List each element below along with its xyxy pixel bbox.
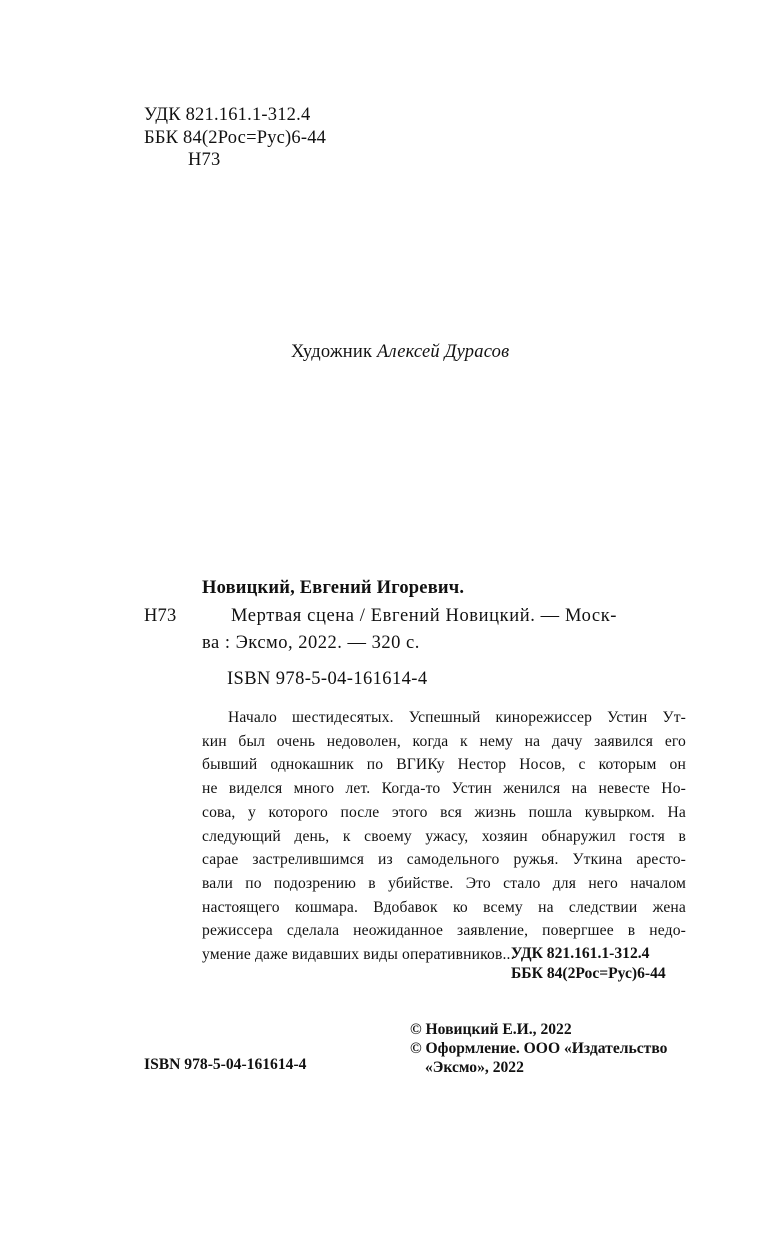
copyright-design: © Оформление. ООО «Издательство — [410, 1040, 668, 1057]
catalog-title-line-1: Мертвая сцена / Евгений Новицкий. — Моск- — [231, 606, 618, 626]
catalog-author: Новицкий, Евгений Игоревич. — [202, 578, 465, 598]
annotation-paragraph — [202, 706, 686, 967]
annotation-line: режиссера сделала неожиданное заявление, повергшее в недо- — [202, 922, 686, 940]
artist-name: Алексей Дурасов — [377, 342, 510, 362]
annotation-line: сова, у которого после этого вся жизнь пошла кувырком. На — [202, 803, 686, 821]
annotation-line: умение даже видавших виды оперативников... — [202, 946, 515, 964]
footer-udk-code: УДК 821.161.1-312.4 — [511, 945, 650, 962]
header-classification-codes — [144, 104, 326, 172]
annotation-line: не виделся много лет. Когда-то Устин женился на невесте Но- — [202, 780, 686, 798]
annotation-line: бывший однокашник по ВГИКу Нестор Носов, с которым он — [202, 756, 686, 774]
copyright-block — [410, 1020, 667, 1077]
catalog-isbn: ISBN 978-5-04-161614-4 — [227, 669, 428, 689]
footer-bbk-code: ББК 84(2Рос=Рус)6-44 — [511, 965, 666, 982]
annotation-line: сарае застрелившимся из самодельного ружья. Уткина аресто- — [202, 851, 686, 869]
annotation-line: следующий день, к своему ужасу, хозяин обнаружил гостя в — [202, 827, 686, 845]
catalog-code: Н73 — [144, 606, 177, 626]
copyright-author: © Новицкий Е.И., 2022 — [410, 1021, 572, 1038]
annotation-line: вали по подозрению в убийстве. Это стало для него началом — [202, 874, 686, 892]
annotation-line: кин был очень недоволен, когда к нему на дачу заявился его — [202, 732, 686, 750]
catalog-title-line-2: ва : Эксмо, 2022. — 320 с. — [202, 633, 420, 653]
annotation-line: настоящего кошмара. Вдобавок ко всему на следствии жена — [202, 898, 686, 916]
author-mark: Н73 — [188, 150, 221, 170]
isbn-bottom: ISBN 978-5-04-161614-4 — [144, 1056, 307, 1073]
artist-credit — [291, 342, 509, 363]
copyright-design-cont: «Эксмо», 2022 — [425, 1059, 524, 1076]
footer-classification-codes — [511, 944, 666, 984]
udk-code: УДК 821.161.1-312.4 — [144, 105, 311, 125]
annotation-line: Начало шестидесятых. Успешный кинорежиссер Устин Ут- — [228, 709, 686, 726]
artist-label: Художник — [291, 342, 373, 362]
bbk-code: ББК 84(2Рос=Рус)6-44 — [144, 127, 327, 148]
